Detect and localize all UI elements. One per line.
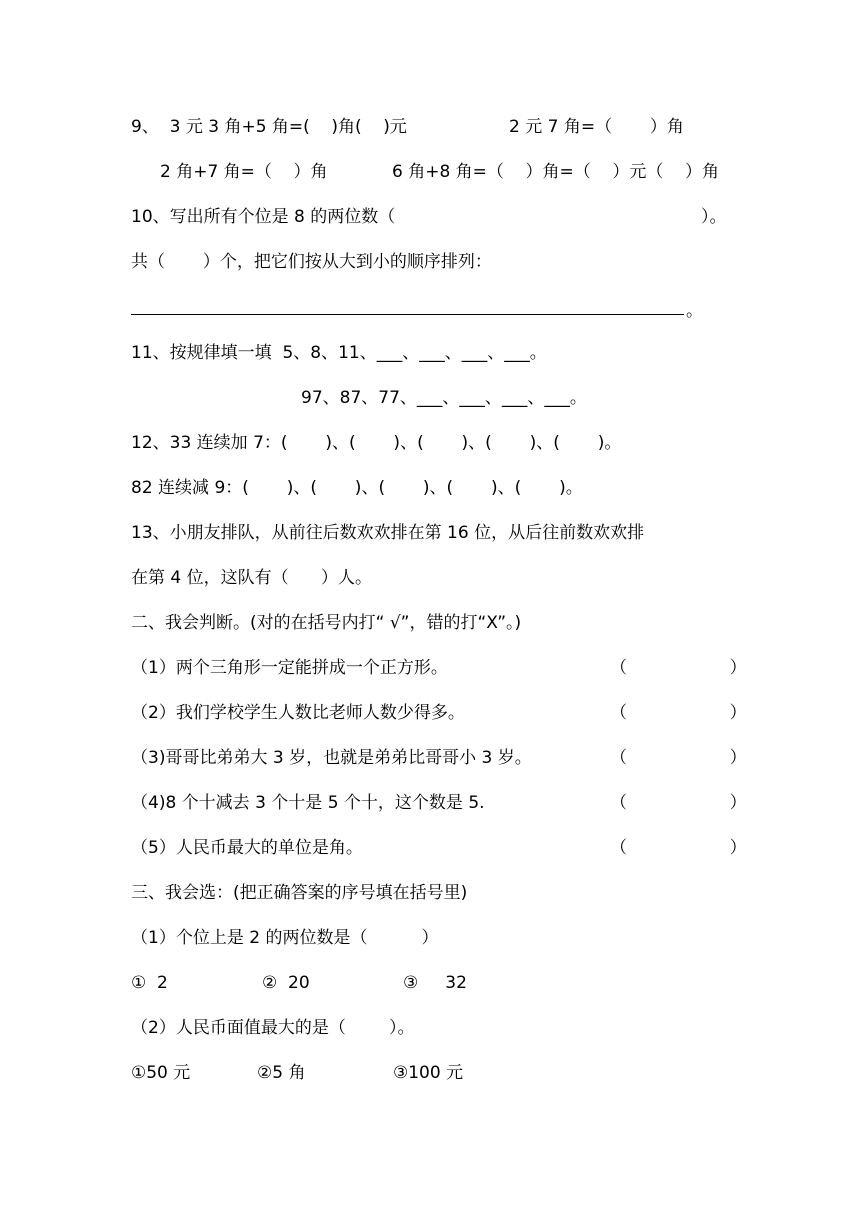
answer-line bbox=[131, 314, 684, 315]
q12-line2: 82 连续减 9：( )、( )、( )、( )、( )。 bbox=[131, 478, 583, 498]
q10-line1-end: ）。 bbox=[701, 207, 727, 227]
judge-item-4: （4)8 个十减去 3 个十是 5 个十，这个数是 5. bbox=[131, 793, 485, 813]
judge-item-1: （1）两个三角形一定能拼成一个正方形。 bbox=[131, 658, 448, 678]
q10-line1: 10、写出所有个位是 8 的两位数（ bbox=[131, 207, 396, 227]
q9-line1-left: 9、 3 元 3 角+5 角=( )角( )元 bbox=[131, 117, 407, 137]
choice-q1-option-1: ① 2 bbox=[131, 973, 168, 993]
judge-bracket-2: （ ） bbox=[610, 703, 747, 723]
choice-q2-option-3: ③100 元 bbox=[393, 1063, 464, 1083]
judge-bracket-4: （ ） bbox=[610, 793, 747, 813]
q13-line2: 在第 4 位，这队有（ ）人。 bbox=[131, 568, 373, 588]
choice-q2: （2）人民币面值最大的是（ ）。 bbox=[131, 1018, 415, 1038]
q11-line2: 97、87、77、___、___、___、___。 bbox=[301, 388, 587, 408]
judge-item-2: （2）我们学校学生人数比老师人数少得多。 bbox=[131, 703, 465, 723]
answer-line-end: 。 bbox=[686, 301, 703, 321]
q12-line1: 12、33 连续加 7：( )、( )、( )、( )、( )。 bbox=[131, 433, 622, 453]
judge-bracket-5: （ ） bbox=[610, 838, 747, 858]
q11-line1: 11、按规律填一填 5、8、11、___、___、___、___。 bbox=[131, 343, 547, 363]
choice-q1-option-3: ③ 32 bbox=[403, 973, 467, 993]
q13-line1: 13、小朋友排队，从前往后数欢欢排在第 16 位，从后往前数欢欢排 bbox=[131, 523, 645, 543]
choice-q2-option-2: ②5 角 bbox=[257, 1063, 306, 1083]
judge-item-3: （3)哥哥比弟弟大 3 岁，也就是弟弟比哥哥小 3 岁。 bbox=[131, 748, 532, 768]
q9-line2-left: 2 角+7 角=（ ）角 bbox=[160, 162, 328, 182]
q9-line2-right: 6 角+8 角=（ ）角=（ ）元（ ）角 bbox=[392, 162, 720, 182]
section2-title: 二、我会判断。(对的在括号内打“ √”，错的打“X”。) bbox=[131, 613, 522, 633]
q9-line1-right: 2 元 7 角=（ ）角 bbox=[509, 117, 684, 137]
judge-item-5: （5）人民币最大的单位是角。 bbox=[131, 838, 363, 858]
q10-line2: 共（ ）个，把它们按从大到小的顺序排列： bbox=[131, 252, 492, 272]
choice-q2-option-1: ①50 元 bbox=[131, 1063, 191, 1083]
choice-q1-option-2: ② 20 bbox=[262, 973, 310, 993]
judge-bracket-1: （ ） bbox=[610, 658, 747, 678]
section3-title: 三、我会选：(把正确答案的序号填在括号里) bbox=[131, 883, 468, 903]
choice-q1: （1）个位上是 2 的两位数是（ ） bbox=[131, 928, 439, 948]
judge-bracket-3: （ ） bbox=[610, 748, 747, 768]
